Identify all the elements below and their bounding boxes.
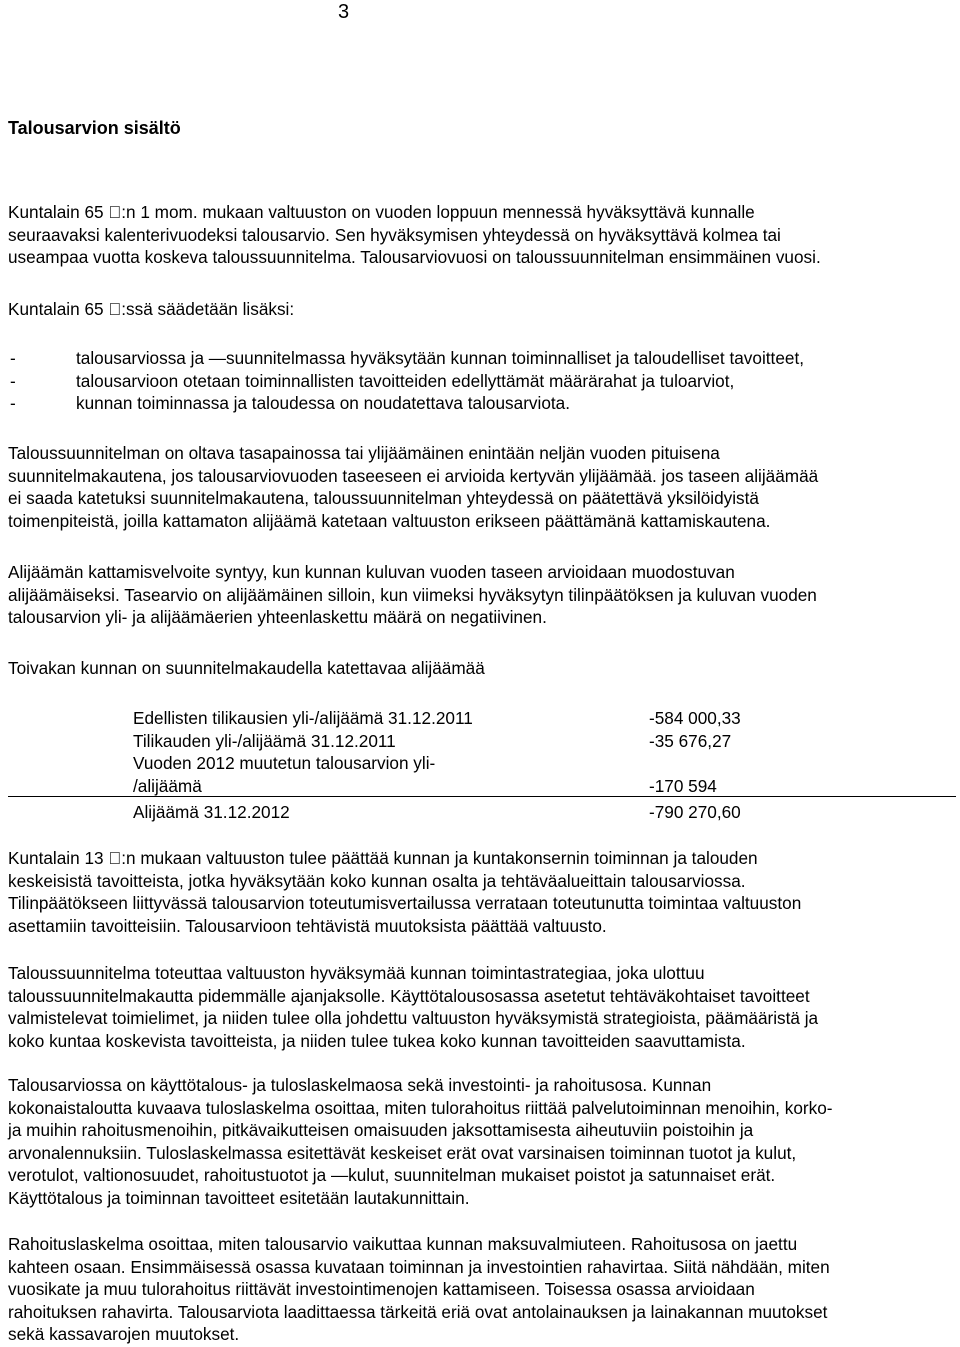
row-label: Tilikauden yli-/alijäämä 31.12.2011: [133, 730, 396, 751]
text-line: sekä kassavarojen muutokset.: [8, 1324, 240, 1345]
table-total-row: [133, 797, 741, 824]
list-bullet: -: [10, 348, 16, 368]
text-line: Kuntalain 65 :ssä säädetään lisäksi:: [8, 299, 282, 319]
list-item-text: talousarvioon otetaan toiminnallisten tavoitteiden edellyttämät määrärahat ja tuloarviot,: [76, 370, 735, 391]
row-value: [649, 752, 741, 775]
text-line: Taloussuunnitelman on oltava tasapainossa tai ylijäämäinen enintään neljän vuoden pituisena: [8, 443, 720, 463]
text-line: valmistelevat toimielimet, ja niiden tulee olla johdettu valtuuston hyväksymistä strategioista, päämääristä ja: [8, 1008, 819, 1029]
text-line: ei saada katetuksi suunnitelmakautena, taloussuunnitelman yhteydessä on päätettävä yksilöidyistä: [8, 488, 759, 509]
list-item-text: talousarviossa ja —suunnitelmassa hyväksytään kunnan toiminnalliset ja taloudelliset tavoitteet,: [76, 348, 805, 368]
text-line: toimenpiteistä, joilla kattamaton alijäämä katetaan valtuuston erikseen päättämänä kattamiskautena.: [8, 510, 771, 531]
row-value: -170 594: [649, 775, 717, 796]
text-line: asettamiin tavoitteisiin. Talousarvioon tehtävistä muutoksista päättää valtuusto.: [8, 915, 607, 936]
text-line: verotulot, valtionosuudet, rahoitustuotot ja —kulut, suunnitelman mukaiset poistot ja satunnaiset erät.: [8, 1165, 776, 1186]
row-value: -35 676,27: [649, 730, 732, 751]
text-line: kahteen osaan. Ensimmäisessä osassa kuvataan toiminnan ja investointien rahavirtaa. Siitä nähdään, miten: [8, 1256, 830, 1277]
text-line: vuosikate ja muu tulorahoitus riittävät investointimenojen kattamiseen. Toisessa osassa arvioidaan: [8, 1279, 755, 1300]
total-label: Alijäämä 31.12.2012: [133, 802, 290, 823]
table-row: [133, 730, 741, 753]
text-line: kokonaistaloutta kuvaava tuloslaskelma osoittaa, miten tulorahoitus riittää palvelutoiminnan menoihin, korko-: [8, 1097, 833, 1118]
total-divider: [8, 796, 956, 797]
row-label: Edellisten tilikausien yli-/alijäämä 31.12.2011: [133, 708, 473, 728]
page-number: 3: [338, 1, 350, 23]
text-line: alijäämäiseksi. Tasearvio on alijäämäinen silloin, kun viimeksi hyväksytyn tilinpäätöksen ja kuluvan vuoden: [8, 584, 817, 605]
total-value: -790 270,60: [649, 802, 741, 823]
text-line: taloussuunnitelmakautta pidemmälle ajanjaksolle. Käyttötalousosassa asetetut tehtäväkohtaiset tavoitteet: [8, 985, 810, 1006]
text-line: seuraavaksi kalenterivuodeksi talousarvio. Sen hyväksymisen yhteydessä on hyväksyttävä kolmea tai: [8, 224, 781, 245]
row-label: Vuoden 2012 muutetun talousarvion yli-: [133, 753, 436, 774]
financing-paragraph: [8, 1233, 952, 1346]
text-line: ja muihin rahoitusmenoihin, pitkävaikutteisen omaisuuden jaksottamisesta aiheutuviin poistoihin ja: [8, 1120, 754, 1141]
list-bullet: -: [10, 393, 16, 414]
balance-paragraph: [8, 442, 952, 532]
text-line: rahoituksen rahavirta. Talousarviota laadittaessa tärkeitä eriä ovat antolainauksen ja lainakannan muutokset: [8, 1301, 828, 1322]
list-item-text: kunnan toiminnassa ja taloudessa on noudatettava talousarviota.: [76, 393, 570, 414]
text-line: suunnitelmakautena, jos talousarviovuoden taseeseen ei arvioida kertyvän ylijäämää. jos taseen alijäämää: [8, 465, 819, 486]
obligation-paragraph: [8, 561, 952, 629]
text-line: keskeisistä tavoitteista, jotka hyväksytään koko kunnan osalta ja tehtäväalueittain talousarviossa.: [8, 870, 746, 891]
text-line: koko kuntaa koskevista tavoitteista, ja niiden tulee tukea koko kunnan tavoitteiden saavuttamista.: [8, 1030, 746, 1051]
text-line: Tilinpäätökseen liittyvässä talousarvion toteutumisvertailussa verrataan toteutunutta toimintaa valtuuston: [8, 893, 802, 914]
text-line: Toivakan kunnan on suunnitelmakaudella katettavaa alijäämää: [8, 658, 485, 678]
text-line: useampaa vuotta koskeva taloussuunnitelma. Talousarviovuosi on taloussuunnitelman ensimmäinen vuosi.: [8, 247, 821, 268]
text-line: Kuntalain 65 :n 1 mom. mukaan valtuuston on vuoden loppuun mennessä hyväksyttävä kunnalle: [8, 202, 742, 222]
text-line: Kuntalain 13 :n mukaan valtuuston tulee päättää kunnan ja kuntakonsernin toiminnan ja talouden: [8, 848, 745, 868]
strategy-paragraph: [8, 962, 952, 1052]
text-line: Taloussuunnitelma toteuttaa valtuuston hyväksymää kunnan toimintastrategiaa, joka ulottuu: [8, 963, 705, 983]
row-value: -584 000,33: [649, 708, 741, 728]
text-line: Alijäämän kattamisvelvoite syntyy, kun kunnan kuluvan vuoden taseen arvioidaan muodostuvan: [8, 562, 735, 582]
list-bullet: -: [10, 370, 16, 391]
table-row: [133, 775, 741, 798]
text-line: arvonalennuksiin. Tuloslaskelmassa esitettävät keskeiset erät ovat varsinaisen toiminnan tuotot ja kulut,: [8, 1142, 797, 1163]
table-row: [133, 752, 741, 775]
structure-paragraph: [8, 1074, 952, 1210]
section65-intro: [8, 298, 952, 321]
deficit-table: [133, 707, 741, 824]
page-title: Talousarvion sisältö: [8, 118, 181, 138]
intro-paragraph: [8, 201, 952, 269]
text-line: Talousarviossa on käyttötalous- ja tuloslaskelmaosa sekä investointi- ja rahoitusosa. Kunnan: [8, 1075, 712, 1095]
text-line: talousarvion yli- ja alijäämäerien yhteenlaskettu määrä on negatiivinen.: [8, 607, 547, 628]
section13-paragraph: [8, 847, 952, 937]
text-line: Rahoituslaskelma osoittaa, miten talousarvio vaikuttaa kunnan maksuvalmiuteen. Rahoitusosa on jaettu: [8, 1234, 798, 1254]
text-line: Käyttötalous ja toiminnan tavoitteet esitetään lautakunnittain.: [8, 1187, 470, 1208]
table-row: [133, 707, 741, 730]
row-label: /alijäämä: [133, 775, 202, 796]
deficit-heading: [8, 657, 952, 680]
